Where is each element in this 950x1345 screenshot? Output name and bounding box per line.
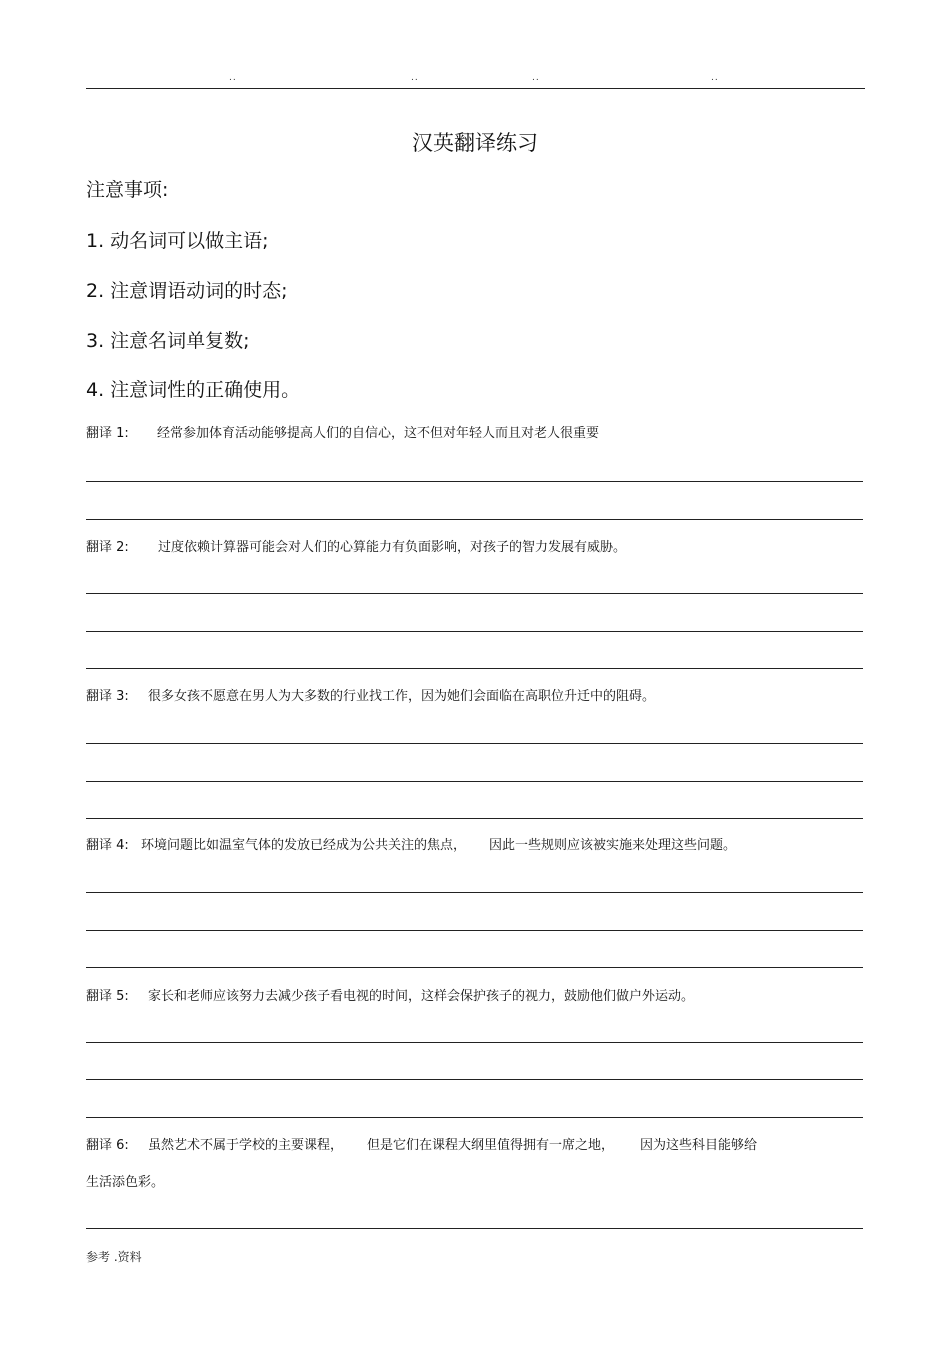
task-label: 翻译 1:: [86, 426, 129, 441]
answer-line[interactable]: [86, 1228, 863, 1229]
answer-line[interactable]: [86, 743, 863, 744]
notes-heading: 注意事项:: [86, 179, 169, 201]
task-prompt-continued: 因为这些科目能够给: [640, 1138, 758, 1153]
header-mark: ..: [532, 73, 540, 83]
answer-line[interactable]: [86, 593, 863, 594]
task-prompt: 环境问题比如温室气体的发放已经成为公共关注的焦点，: [141, 838, 467, 853]
header-mark: ..: [229, 73, 237, 83]
translation-task-4: [86, 835, 736, 857]
translation-task-5: [86, 986, 694, 1008]
note-item: 1. 动名词可以做主语;: [86, 230, 269, 252]
answer-line[interactable]: [86, 930, 863, 931]
translation-task-3: [86, 686, 655, 708]
task-prompt: 过度依赖计算器可能会对人们的心算能力有负面影响，对孩子的智力发展有威胁。: [158, 540, 627, 555]
answer-line[interactable]: [86, 967, 863, 968]
page-title: 汉英翻译练习: [412, 131, 538, 155]
task-prompt-continued: 生活添色彩。: [86, 1175, 165, 1190]
task-label: 翻译 5:: [86, 989, 129, 1004]
task-prompt-continued: 因此一些规则应该被实施来处理这些问题。: [489, 838, 737, 853]
answer-line[interactable]: [86, 781, 863, 782]
task-prompt: 经常参加体育活动能够提高人们的自信心，这不但对年轻人而且对老人很重要: [157, 426, 600, 441]
translation-task-6-line-2: [86, 1172, 164, 1194]
translation-task-6: [86, 1135, 757, 1157]
task-prompt: 很多女孩不愿意在男人为大多数的行业找工作，因为她们会面临在高职位升迁中的阻碍。: [148, 689, 656, 704]
task-label: 翻译 4:: [86, 838, 129, 853]
footer-note: 参考 .资料: [86, 1250, 142, 1264]
answer-line[interactable]: [86, 481, 863, 482]
task-label: 翻译 2:: [86, 540, 129, 555]
note-item: 2. 注意谓语动词的时态;: [86, 280, 288, 302]
answer-line[interactable]: [86, 1079, 863, 1080]
task-prompt-continued: 但是它们在课程大纲里值得拥有一席之地，: [367, 1138, 615, 1153]
translation-task-2: [86, 537, 626, 559]
answer-line[interactable]: [86, 519, 863, 520]
answer-line[interactable]: [86, 818, 863, 819]
task-prompt: 虽然艺术不属于学校的主要课程，: [148, 1138, 344, 1153]
note-item: 3. 注意名词单复数;: [86, 330, 250, 352]
answer-line[interactable]: [86, 892, 863, 893]
task-label: 翻译 3:: [86, 689, 129, 704]
answer-line[interactable]: [86, 1117, 863, 1118]
task-label: 翻译 6:: [86, 1138, 129, 1153]
header-mark: ..: [711, 73, 719, 83]
note-item: 4. 注意词性的正确使用。: [86, 379, 301, 401]
answer-line[interactable]: [86, 668, 863, 669]
answer-line[interactable]: [86, 631, 863, 632]
translation-task-1: [86, 423, 599, 445]
answer-line[interactable]: [86, 1042, 863, 1043]
header-mark: ..: [411, 73, 419, 83]
task-prompt: 家长和老师应该努力去减少孩子看电视的时间，这样会保护孩子的视力，鼓励他们做户外运动。: [148, 989, 695, 1004]
header-rule: [86, 88, 865, 89]
